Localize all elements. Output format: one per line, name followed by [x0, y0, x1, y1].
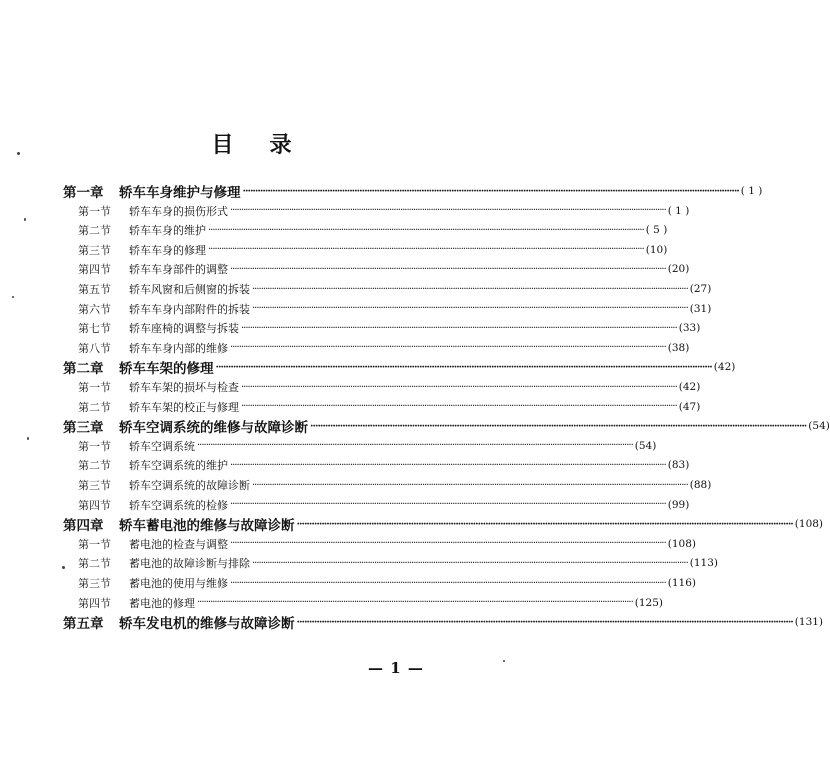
- dot-leader: ········································································································································································································: [252, 283, 688, 295]
- entry-title: 轿车蓄电池的维修与故障诊断: [119, 518, 295, 535]
- entry-number: 第一节: [78, 381, 111, 394]
- entry-page-ref: (83): [667, 459, 690, 472]
- entry-title: 蓄电池的修理: [129, 596, 195, 610]
- entry-page-ref: (54): [634, 439, 657, 452]
- entry-number: 第二章: [63, 361, 104, 378]
- entry-page-ref: (131): [794, 616, 824, 629]
- entry-number: 第二节: [78, 224, 111, 238]
- entry-page-ref: (42): [678, 381, 701, 393]
- toc-section-entry: [78, 553, 718, 573]
- entry-number: 第三节: [78, 479, 111, 492]
- entry-number: 第二节: [78, 459, 111, 473]
- entry-number: 第四节: [78, 498, 111, 512]
- dot-leader: ········································································································································································································: [230, 205, 666, 217]
- dot-leader: ········································································································································································································: [230, 577, 666, 589]
- entry-number: 第三节: [78, 243, 111, 257]
- entry-title: 轿车发电机的维修与故障诊断: [119, 616, 295, 633]
- entry-title: 轿车空调系统的检修: [129, 498, 228, 512]
- entry-number: 第四节: [78, 596, 111, 610]
- entry-page-ref: ( 5 ): [645, 224, 668, 237]
- toc-chapter-entry: [63, 612, 824, 633]
- entry-title: 蓄电池的检查与调整: [129, 537, 228, 551]
- entry-number: 第四节: [78, 263, 111, 277]
- dot-leader: ········································································································································································································: [241, 401, 677, 413]
- entry-title: 轿车风窗和后侧窗的拆装: [129, 283, 250, 296]
- entry-page-ref: (10): [645, 243, 668, 256]
- entry-number: 第七节: [78, 322, 111, 336]
- entry-title: 轿车座椅的调整与拆装: [129, 322, 239, 336]
- toc-section-entry: [78, 593, 663, 613]
- scan-speck: [24, 218, 26, 221]
- toc-section-entry: [78, 240, 668, 260]
- toc-section-entry: [78, 299, 712, 319]
- toc-section-entry: [78, 279, 712, 299]
- entry-title: 轿车空调系统的故障诊断: [129, 479, 250, 492]
- toc-section-entry: [78, 338, 690, 358]
- entry-number: 第五章: [63, 616, 104, 633]
- dot-leader: ········································································································································································································: [230, 459, 666, 471]
- entry-page-ref: (33): [678, 322, 701, 335]
- entry-title: 轿车车身内部附件的拆装: [129, 302, 250, 316]
- entry-page-ref: ( 1 ): [667, 204, 690, 217]
- entry-number: 第三章: [63, 420, 104, 437]
- toc-chapter-entry: [63, 181, 763, 201]
- scan-speck: [62, 566, 65, 569]
- scan-speck: [27, 437, 29, 440]
- toc-section-entry: [78, 534, 696, 554]
- scan-speck: [12, 296, 14, 298]
- dot-leader: ········································································································································································································: [296, 518, 793, 530]
- entry-number: 第六节: [78, 302, 111, 316]
- entry-number: 第三节: [78, 577, 111, 590]
- dot-leader: ········································································································································································································: [215, 361, 712, 373]
- entry-title: 轿车车身的修理: [129, 243, 206, 257]
- dot-leader: ········································································································································································································: [230, 538, 666, 550]
- entry-page-ref: (47): [678, 400, 701, 413]
- entry-page-ref: (88): [689, 479, 712, 491]
- toc-chapter-entry: [63, 357, 736, 378]
- toc-section-entry: [78, 475, 712, 495]
- dot-leader: ········································································································································································································: [197, 440, 633, 452]
- entry-page-ref: (38): [667, 341, 690, 354]
- entry-number: 第四章: [63, 518, 104, 535]
- entry-title: 轿车车架的修理: [119, 361, 214, 378]
- entry-title: 轿车空调系统的维修与故障诊断: [119, 420, 308, 437]
- dot-leader: ········································································································································································································: [208, 244, 644, 256]
- toc-section-entry: [78, 573, 696, 593]
- entry-page-ref: (99): [667, 498, 690, 511]
- entry-title: 轿车车架的损坏与检查: [129, 381, 239, 394]
- dot-leader: ········································································································································································································: [230, 499, 666, 511]
- toc-section-entry: [78, 201, 690, 221]
- entry-title: 轿车车身的损伤形式: [129, 204, 228, 218]
- entry-title: 蓄电池的使用与维修: [129, 577, 228, 590]
- dot-leader: ········································································································································································································: [252, 479, 688, 491]
- entry-title: 轿车车身维护与修理: [119, 185, 241, 201]
- entry-title: 轿车空调系统的维护: [129, 459, 228, 473]
- entry-number: 第一节: [78, 204, 111, 218]
- title-char-2: 录: [269, 132, 294, 158]
- entry-page-ref: (42): [713, 361, 736, 374]
- dot-leader: ········································································································································································································: [241, 381, 677, 393]
- page-title: [0, 128, 505, 159]
- dot-leader: ········································································································································································································: [310, 420, 807, 432]
- dot-leader: ········································································································································································································: [208, 224, 644, 236]
- dot-leader: ········································································································································································································: [230, 263, 666, 275]
- entry-title: 轿车车身的维护: [129, 224, 206, 238]
- toc-section-entry: [78, 455, 690, 475]
- entry-number: 第一章: [63, 185, 104, 201]
- toc-section-entry: [78, 495, 690, 515]
- entry-page-ref: (27): [689, 283, 712, 295]
- title-char-1: 目: [211, 132, 236, 158]
- entry-page-ref: (113): [689, 557, 718, 570]
- dot-leader: ········································································································································································································: [197, 597, 633, 609]
- toc-section-entry: [78, 397, 701, 417]
- entry-page-ref: (54): [808, 420, 830, 433]
- entry-number: 第二节: [78, 400, 111, 414]
- entry-page-ref: (108): [794, 518, 824, 531]
- toc-chapter-entry: [63, 514, 824, 535]
- dot-leader: ········································································································································································································: [296, 616, 793, 628]
- dot-leader: ········································································································································································································: [230, 342, 666, 354]
- entry-page-ref: (31): [689, 302, 712, 315]
- entry-number: 第五节: [78, 283, 111, 296]
- scan-speck: [17, 152, 20, 155]
- entry-page-ref: (20): [667, 263, 690, 276]
- entry-title: 轿车空调系统: [129, 439, 195, 453]
- entry-title: 轿车车身内部的维修: [129, 341, 228, 355]
- entry-page-ref: (108): [667, 537, 696, 550]
- entry-number: 第八节: [78, 341, 111, 355]
- dot-leader: ········································································································································································································: [242, 185, 739, 197]
- toc-section-entry: [78, 377, 701, 397]
- entry-page-ref: (116): [667, 577, 696, 589]
- toc-section-entry: [78, 259, 690, 279]
- entry-title: 蓄电池的故障诊断与排除: [129, 557, 250, 571]
- entry-number: 第一节: [78, 439, 111, 453]
- dot-leader: ········································································································································································································: [252, 557, 688, 569]
- scan-speck: [503, 660, 505, 662]
- dot-leader: ········································································································································································································: [252, 303, 688, 315]
- entry-title: 轿车车身部件的调整: [129, 263, 228, 277]
- entry-number: 第二节: [78, 557, 111, 571]
- entry-number: 第一节: [78, 537, 111, 551]
- entry-title: 轿车车架的校正与修理: [129, 400, 239, 414]
- toc-section-entry: [78, 318, 701, 338]
- toc-section-entry: [78, 436, 657, 456]
- toc-section-entry: [78, 220, 668, 240]
- entry-page-ref: (125): [634, 596, 663, 609]
- toc-chapter-entry: [63, 416, 830, 437]
- page-number: — 1 —: [368, 659, 424, 677]
- dot-leader: ········································································································································································································: [241, 322, 677, 334]
- entry-page-ref: ( 1 ): [740, 185, 763, 197]
